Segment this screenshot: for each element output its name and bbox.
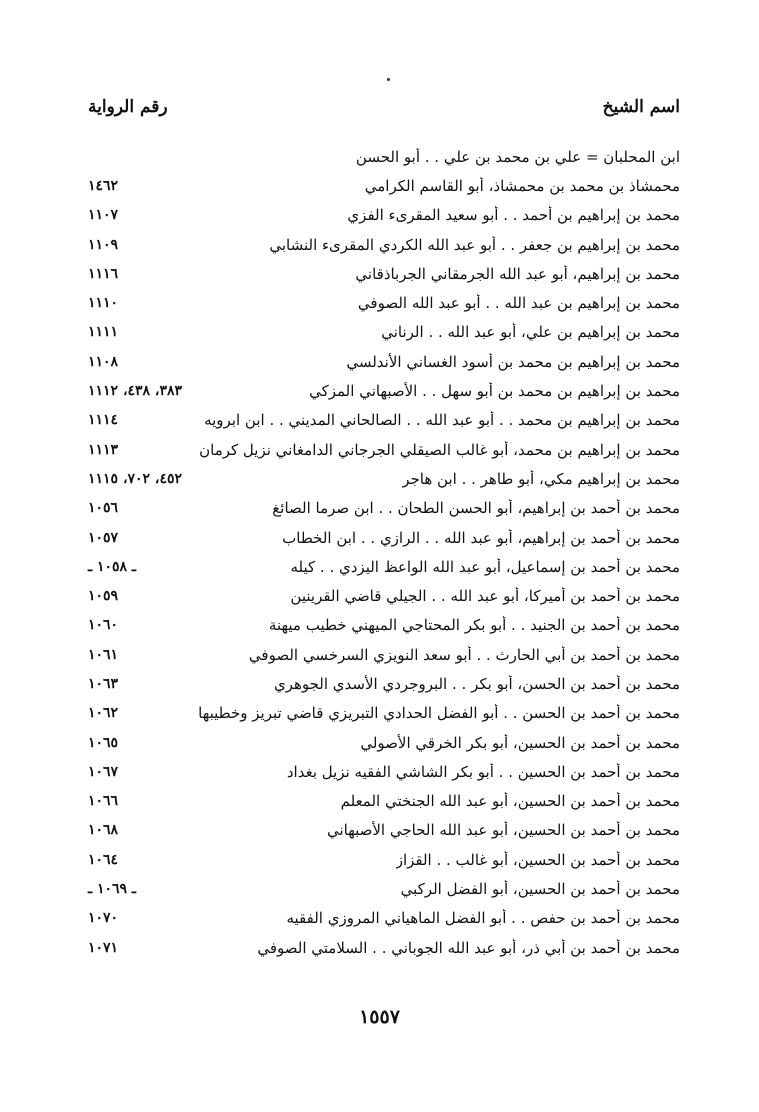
sheikh-name: محمد بن أحمد بن الحسين، أبو عبد الله الحاجي الأصبهاني [326, 821, 680, 840]
page-number: ١٥٥٧ [359, 1006, 400, 1028]
narration-number: ١٠٦٠ [88, 617, 119, 634]
list-item [88, 816, 680, 845]
narration-number: ١٠٧٠ [88, 910, 119, 927]
narration-number: ٤٥٢، ٧٠٢، ١١١٥ [88, 470, 183, 487]
sheikh-name: محمد بن إبراهيم بن محمد . . أبو عبد الله . . الصالحاني المديني . . ابن ابرويه [204, 411, 680, 430]
list-item [88, 406, 680, 435]
sheikh-name: محمد بن أحمد بن الحسين، أبو الفضل الركبي [400, 880, 680, 899]
sheikh-name-header: اسم الشيخ [602, 97, 680, 117]
list-item [88, 640, 680, 669]
list-item [88, 728, 680, 757]
list-item [88, 464, 680, 493]
sheikh-name: محمد بن أحمد بن الجنيد . . أبو بكر المحتاجي الميهني خطيب ميهنة [268, 616, 680, 635]
narration-number: ـ ١٠٥٨ ـ [88, 558, 137, 575]
list-item [88, 142, 680, 171]
narration-number: ١٤٦٢ [88, 177, 119, 194]
list-item [88, 259, 680, 288]
list-item [88, 552, 680, 581]
narration-number: ١١٠٩ [88, 236, 119, 253]
narration-number: ١٠٦٥ [88, 734, 119, 751]
sheikh-name: محمد بن أحمد بن أبي ذر، أبو عبد الله الجوباني . . السلامتي الصوفي [257, 938, 680, 957]
sheikh-name: محمد بن إبراهيم مكي، أبو طاهر . . ابن هاجر [402, 469, 680, 488]
sheikh-name: محمد بن أحمد بن الحسين، أبو عبد الله الجنختي المعلم [340, 792, 680, 811]
list-item [88, 904, 680, 933]
entries-list [88, 142, 680, 962]
sheikh-name: محمد بن إبراهيم بن محمد، أبو غالب الصيقلي الجرجاني الدامغاني نزيل كرمان [199, 440, 680, 459]
list-item [88, 230, 680, 259]
sheikh-name: محمد بن أحمد بن أميركا، أبو عبد الله . . الجيلي قاضي القرينين [290, 587, 680, 606]
sheikh-name: محمد بن إبراهيم بن محمد بن أسود الغساني الأندلسي [346, 352, 680, 371]
list-item [88, 523, 680, 552]
list-item [88, 288, 680, 317]
sheikh-name: محمد بن إبراهيم بن محمد بن أبو سهل . . الأصبهاني المزكي [309, 382, 680, 401]
sheikh-name: محمد بن إبراهيم، أبو عبد الله الجرمقاني الجرباذقاني [355, 264, 680, 283]
narration-number: ١٠٦٢ [88, 705, 119, 722]
narration-number: ١٠٥٩ [88, 588, 119, 605]
narration-number: ١٠٦٦ [88, 793, 119, 810]
list-item [88, 933, 680, 962]
list-item [88, 787, 680, 816]
narration-number: ١٠٦٣ [88, 675, 119, 692]
narration-number: ١٠٥٦ [88, 500, 119, 517]
sheikh-name: ابن المحلبان = علي بن محمد بن علي . . أبو الحسن [355, 147, 680, 166]
list-item [88, 347, 680, 376]
narration-number: ١٠٦٨ [88, 822, 119, 839]
sheikh-name: محمد بن أحمد بن إسماعيل، أبو عبد الله الواعظ اليزدي . . كيله [290, 557, 680, 576]
list-item [88, 845, 680, 874]
narration-number: ١٠٥٧ [88, 529, 119, 546]
sheikh-name: محمشاذ بن محمد بن محمشاذ، أبو القاسم الكرامي [364, 176, 680, 195]
narration-number: ٣٨٣، ٤٣٨، ١١١٢ [88, 383, 183, 400]
sheikh-name: محمد بن أحمد بن الحسين . . أبو بكر الشاشي الفقيه نزيل بغداد [286, 762, 680, 781]
list-item [88, 699, 680, 728]
sheikh-name: محمد بن أحمد بن الحسين، أبو بكر الخرقي الأصولي [360, 733, 680, 752]
sheikh-name: محمد بن أحمد بن أبي الحارث . . أبو سعد النويزي السرخسي الصوفي [248, 645, 680, 664]
list-item [88, 201, 680, 230]
narration-number: ١١١٠ [88, 295, 119, 312]
sheikh-name: محمد بن إبراهيم بن جعفر . . أبو عبد الله الكردي المقرىء النشابي [269, 235, 680, 254]
list-item [88, 494, 680, 523]
sheikh-name: محمد بن إبراهيم بن علي، أبو عبد الله . . الرناني [381, 323, 680, 342]
sheikh-name: محمد بن أحمد بن حفص . . أبو الفضل الماهياني المروزي الفقيه [286, 909, 680, 928]
narration-number: ١١١٦ [88, 265, 119, 282]
sheikh-name: محمد بن أحمد بن الحسن . . أبو الفضل الحدادي التبريزي قاضي تبريز وخطيبها [198, 704, 680, 723]
narration-number: ١١١١ [88, 324, 119, 341]
narration-number: ١٠٦١ [88, 646, 119, 663]
sheikh-name: محمد بن أحمد بن الحسين، أبو غالب . . القزاز [395, 850, 680, 869]
sheikh-name: محمد بن أحمد بن إبراهيم، أبو الحسن الطحان . . ابن صرما الصائغ [272, 499, 680, 518]
list-item [88, 376, 680, 405]
list-item [88, 874, 680, 903]
narration-number: ١١١٣ [88, 441, 119, 458]
narration-number: ـ ١٠٦٩ ـ [88, 881, 137, 898]
narration-number-header: رقم الرواية [88, 97, 168, 117]
narration-number: ١٠٧١ [88, 939, 119, 956]
decorative-dot [387, 78, 390, 81]
narration-number: ١١١٤ [88, 412, 119, 429]
narration-number: ١١٠٧ [88, 207, 119, 224]
list-item [88, 435, 680, 464]
narration-number: ١١٠٨ [88, 353, 119, 370]
list-item [88, 171, 680, 200]
narration-number: ١٠٦٤ [88, 851, 119, 868]
sheikh-name: محمد بن إبراهيم بن عبد الله . . أبو عبد الله الصوفي [357, 294, 680, 313]
list-item [88, 757, 680, 786]
sheikh-name: محمد بن إبراهيم بن أحمد . . أبو سعيد المقرىء الفزي [347, 206, 680, 225]
sheikh-name: محمد بن أحمد بن إبراهيم، أبو عبد الله . . الرازي . . ابن الخطاب [282, 528, 680, 547]
narration-number: ١٠٦٧ [88, 763, 119, 780]
list-item [88, 581, 680, 610]
list-item [88, 669, 680, 698]
list-item [88, 318, 680, 347]
column-headers [88, 92, 680, 122]
sheikh-name: محمد بن أحمد بن الحسن، أبو بكر . . البروجردي الأسدي الجوهري [273, 674, 680, 693]
list-item [88, 611, 680, 640]
